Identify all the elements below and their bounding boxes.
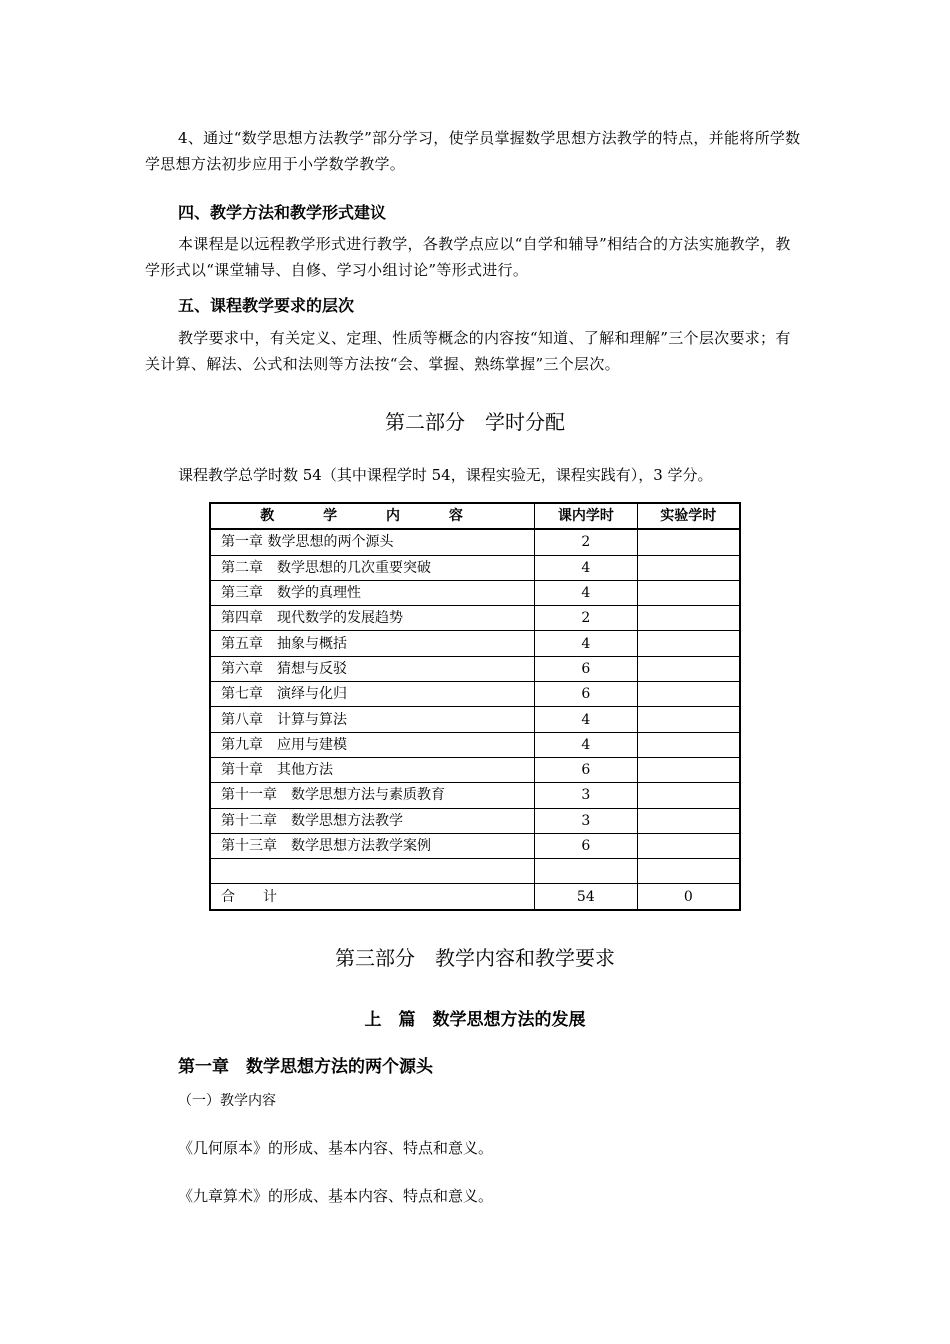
- class-hours-cell: 3: [535, 783, 637, 808]
- lab-hours-cell: [637, 555, 740, 580]
- table-header-row: [210, 503, 740, 529]
- table-row: [210, 606, 740, 631]
- table-row: [210, 555, 740, 580]
- chapter-name-cell: 第八章 计算与算法: [210, 707, 535, 732]
- section5-paragraph: 教学要求中，有关定义、定理、性质等概念的内容按“知道、了解和理解”三个层次要求；有关计算、解法、公式和法则等方法按“会、掌握、熟练掌握”三个层次。: [145, 329, 791, 373]
- section4-heading: 四、教学方法和教学形式建议: [178, 203, 387, 222]
- content-line-2: 《九章算术》的形成、基本内容、特点和意义。: [178, 1187, 494, 1205]
- table-row: [210, 529, 740, 555]
- lab-hours-cell: [637, 859, 740, 884]
- class-hours-cell: 4: [535, 707, 637, 732]
- half-title: 上 篇 数学思想方法的发展: [364, 1010, 586, 1030]
- table-row: [210, 682, 740, 707]
- table-total-row: [210, 884, 740, 910]
- class-hours-cell: 6: [535, 682, 637, 707]
- header-content: 教 学 内 容: [210, 503, 535, 529]
- table-row: [210, 732, 740, 757]
- chapter-name-cell: 第十二章 数学思想方法教学: [210, 808, 535, 833]
- chapter-name-cell: 第一章 数学思想的两个源头: [210, 529, 535, 555]
- lab-hours-cell: [637, 631, 740, 656]
- content-label: （一）教学内容: [178, 1093, 276, 1109]
- section4-paragraph: 本课程是以远程教学形式进行教学，各教学点应以“自学和辅导”相结合的方法实施教学，教学形式以“课堂辅导、自修、学习小组讨论”等形式进行。: [145, 235, 791, 279]
- header-class-hours: 课内学时: [535, 503, 637, 529]
- header-lab-hours: 实验学时: [637, 503, 740, 529]
- table-row: [210, 808, 740, 833]
- table-body: [210, 529, 740, 909]
- chapter-name-cell: 第七章 演绎与化归: [210, 682, 535, 707]
- chapter-name-cell: 第四章 现代数学的发展趋势: [210, 606, 535, 631]
- class-hours-cell: 4: [535, 580, 637, 605]
- chapter-name-cell: 第六章 猜想与反驳: [210, 656, 535, 681]
- chapter-name-cell: 第三章 数学的真理性: [210, 580, 535, 605]
- chapter-name-cell: 第十一章 数学思想方法与素质教育: [210, 783, 535, 808]
- table-row: [210, 833, 740, 858]
- table-row: [210, 757, 740, 782]
- hours-summary: 课程教学总学时数 54（其中课程学时 54，课程实验无，课程实践有），3 学分。: [178, 466, 713, 484]
- item4-paragraph: 4、通过“数学思想方法教学”部分学习，使学员掌握数学思想方法教学的特点，并能将所学数学思想方法初步应用于小学数学教学。: [145, 129, 801, 173]
- lab-hours-cell: [637, 707, 740, 732]
- class-hours-cell: 2: [535, 529, 637, 555]
- section5-heading: 五、课程教学要求的层次: [178, 296, 355, 315]
- lab-hours-cell: [637, 783, 740, 808]
- lab-hours-cell: [637, 529, 740, 555]
- class-hours-cell: 6: [535, 833, 637, 858]
- class-hours-cell: [535, 859, 637, 884]
- lab-hours-cell: [637, 606, 740, 631]
- lab-hours-cell: [637, 757, 740, 782]
- class-hours-cell: 4: [535, 631, 637, 656]
- class-hours-cell: 6: [535, 757, 637, 782]
- lab-hours-cell: [637, 580, 740, 605]
- lab-hours-cell: [637, 833, 740, 858]
- table-row: [210, 656, 740, 681]
- total-class-hours-cell: 54: [535, 884, 637, 910]
- total-label-cell: 合 计: [210, 884, 535, 910]
- class-hours-cell: 3: [535, 808, 637, 833]
- lab-hours-cell: [637, 656, 740, 681]
- table-row: [210, 859, 740, 884]
- part2-title: 第二部分 学时分配: [385, 410, 565, 434]
- class-hours-cell: 4: [535, 555, 637, 580]
- table-row: [210, 707, 740, 732]
- class-hours-cell: 4: [535, 732, 637, 757]
- lab-hours-cell: [637, 682, 740, 707]
- chapter1-heading: 第一章 数学思想方法的两个源头: [178, 1057, 433, 1077]
- lab-hours-cell: [637, 808, 740, 833]
- hours-table: [209, 502, 741, 911]
- chapter-name-cell: [210, 859, 535, 884]
- table-row: [210, 631, 740, 656]
- content-line-1: 《几何原本》的形成、基本内容、特点和意义。: [178, 1139, 494, 1157]
- table-row: [210, 580, 740, 605]
- table-row: [210, 783, 740, 808]
- lab-hours-cell: [637, 732, 740, 757]
- total-lab-hours-cell: 0: [637, 884, 740, 910]
- chapter-name-cell: 第二章 数学思想的几次重要突破: [210, 555, 535, 580]
- chapter-name-cell: 第五章 抽象与概括: [210, 631, 535, 656]
- chapter-name-cell: 第十章 其他方法: [210, 757, 535, 782]
- chapter-name-cell: 第九章 应用与建模: [210, 732, 535, 757]
- class-hours-cell: 2: [535, 606, 637, 631]
- class-hours-cell: 6: [535, 656, 637, 681]
- chapter-name-cell: 第十三章 数学思想方法教学案例: [210, 833, 535, 858]
- part3-title: 第三部分 教学内容和教学要求: [335, 946, 615, 970]
